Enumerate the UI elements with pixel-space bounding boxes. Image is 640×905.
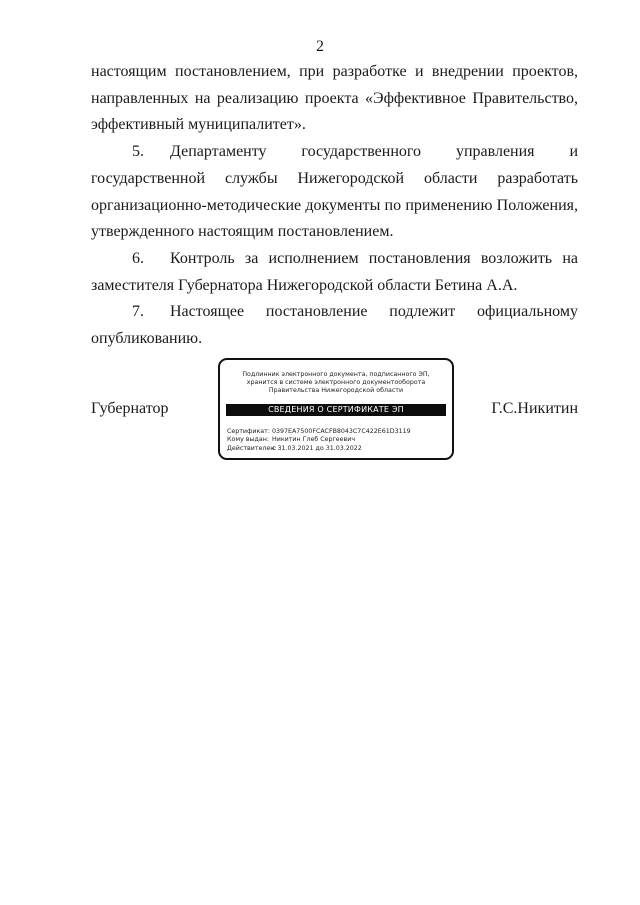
paragraph-6-number: 6. [132, 249, 144, 267]
validity-label: Действителен: [227, 444, 277, 452]
paragraph-5-text: Департаменту государственного управления и государственной службы Нижегородской области разработать организационно-методические документы по применению Положения, утвержденного настоящим постановлением. [91, 143, 578, 241]
certificate-label: Сертификат: [227, 428, 270, 435]
stamp-validity-row [227, 445, 411, 453]
certificate-value: 0397EA7500FCACFB8043C7C422E61D3119 [272, 428, 411, 435]
stamp-certificate-details [227, 428, 411, 453]
validity-value: с 31.03.2021 до 31.03.2022 [272, 444, 362, 452]
electronic-signature-stamp [218, 358, 454, 460]
owner-label: Кому выдан: [227, 436, 269, 444]
owner-value: Никитин Глеб Сергеевич [272, 436, 356, 444]
stamp-header-line-1: Подлинник электронного документа, подписанного ЭП, [242, 371, 430, 378]
stamp-header-line-3: Правительства Нижегородской области [268, 387, 404, 394]
page-number: 2 [316, 38, 324, 55]
signatory-name: Г.С.Никитин [491, 400, 578, 417]
paragraph-7 [91, 299, 578, 352]
paragraph-continuation: настоящим постановлением, при разработке и внедрении проектов, направленных на реализацию проекта «Эффективное Правительство, эффективный муниципалитет». [91, 63, 578, 134]
paragraph-5 [91, 139, 578, 246]
paragraph-5-number: 5. [132, 143, 144, 161]
stamp-certificate-banner: СВЕДЕНИЯ О СЕРТИФИКАТЕ ЭП [226, 404, 446, 416]
paragraph-6 [91, 246, 578, 299]
document-body [91, 59, 578, 353]
paragraph-7-number: 7. [132, 303, 144, 321]
stamp-owner-row [227, 436, 411, 444]
paragraph-7-text: Настоящее постановление подлежит официальному опубликованию. [91, 303, 578, 348]
stamp-header [220, 371, 452, 395]
stamp-header-line-2: хранится в системе электронного документооборота [246, 379, 426, 386]
signatory-title: Губернатор [91, 400, 169, 417]
paragraph-6-text: Контроль за исполнением постановления возложить на заместителя Губернатора Нижегородской области Бетина А.А. [91, 249, 578, 294]
